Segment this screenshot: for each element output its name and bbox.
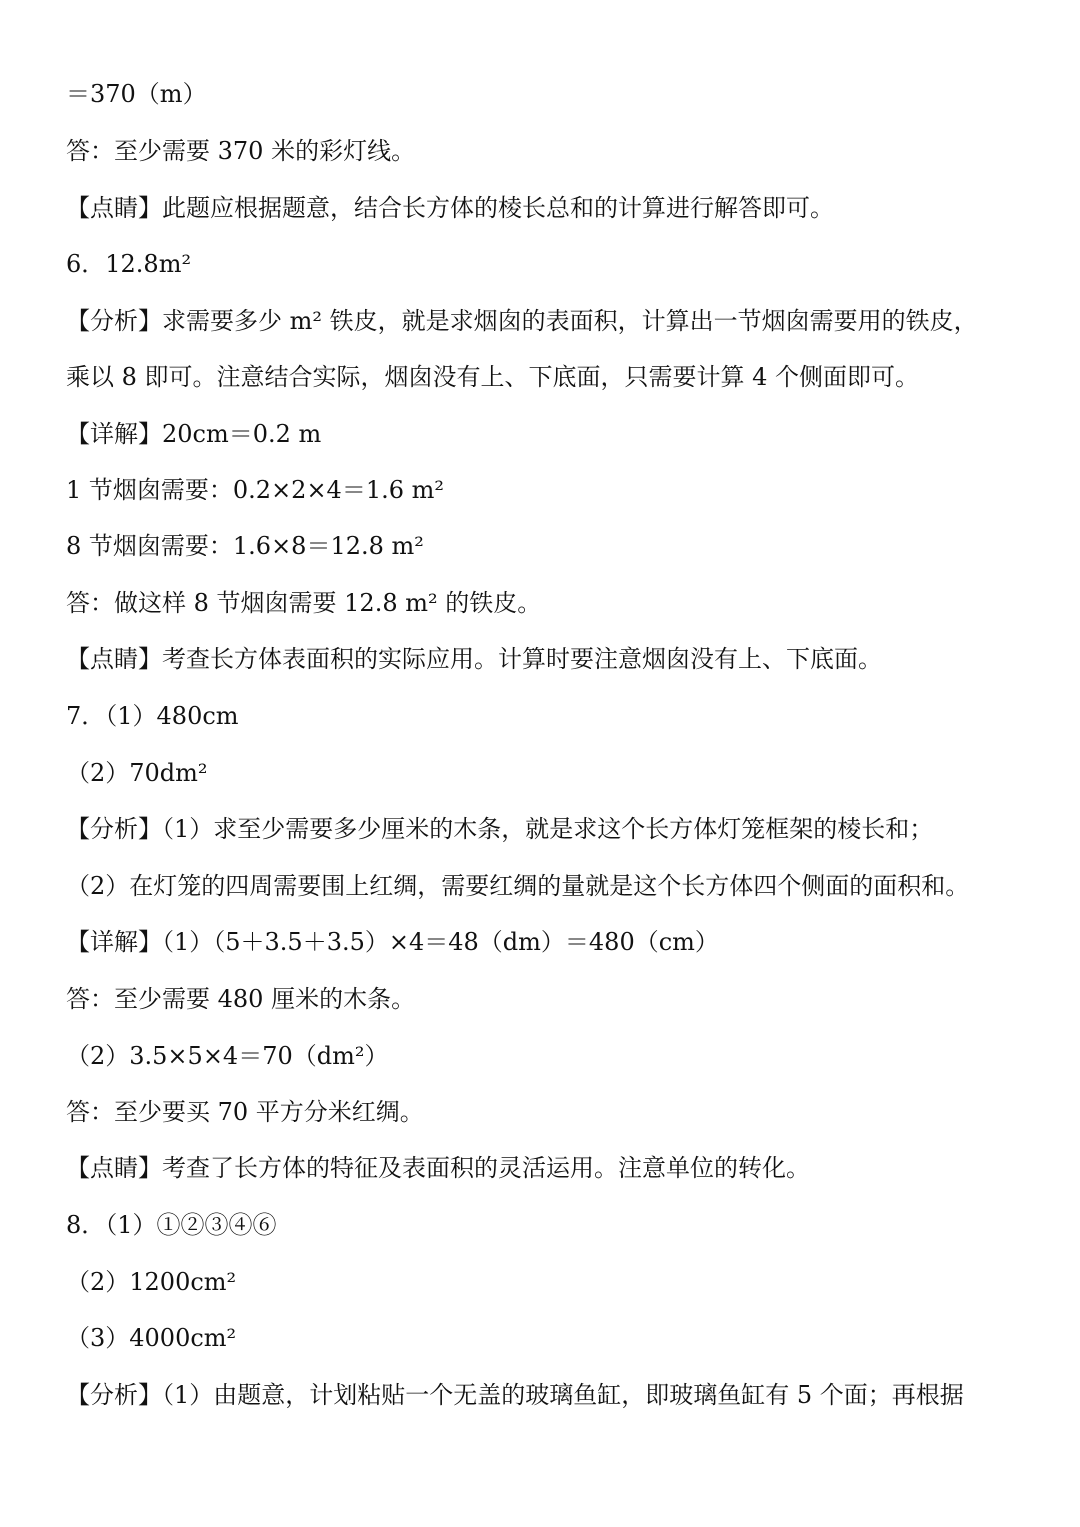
text-line: （2）在灯笼的四周需要围上红绸，需要红绸的量就是这个长方体四个侧面的面积和。 bbox=[66, 872, 970, 900]
text-line: 答：做这样 8 节烟囱需要 12.8 m² 的铁皮。 bbox=[66, 589, 542, 617]
text-line: 1 节烟囱需要：0.2×2×4＝1.6 m² bbox=[66, 476, 444, 504]
text-line: 乘以 8 即可。注意结合实际，烟囱没有上、下底面，只需要计算 4 个侧面即可。 bbox=[66, 363, 920, 391]
text-line: （2）1200cm² bbox=[66, 1268, 237, 1296]
text-line: 【分析】（1）求至少需要多少厘米的木条，就是求这个长方体灯笼框架的棱长和； bbox=[66, 815, 934, 843]
text-line: 答：至少要买 70 平方分米红绸。 bbox=[66, 1098, 424, 1126]
text-line: （2）70dm² bbox=[66, 759, 208, 787]
text-line: 【分析】求需要多少 m² 铁皮，就是求烟囱的表面积，计算出一节烟囱需要用的铁皮， bbox=[66, 307, 978, 335]
text-line: 【详解】（1）（5＋3.5＋3.5）×4＝48（dm）＝480（cm） bbox=[66, 928, 719, 956]
text-line: 8．（1）①②③④⑥ bbox=[66, 1211, 277, 1239]
text-line: 【点睛】此题应根据题意，结合长方体的棱长总和的计算进行解答即可。 bbox=[66, 194, 834, 222]
text-line: 8 节烟囱需要：1.6×8＝12.8 m² bbox=[66, 532, 424, 560]
text-line: 6．12.8m² bbox=[66, 250, 192, 278]
text-line: 答：至少需要 370 米的彩灯线。 bbox=[66, 137, 416, 165]
text-line: （3）4000cm² bbox=[66, 1324, 237, 1352]
text-line: 【点睛】考查了长方体的特征及表面积的灵活运用。注意单位的转化。 bbox=[66, 1154, 810, 1182]
text-line: 7．（1）480cm bbox=[66, 702, 239, 730]
text-line: （2）3.5×5×4＝70（dm²） bbox=[66, 1042, 389, 1070]
text-line: 答：至少需要 480 厘米的木条。 bbox=[66, 985, 416, 1013]
text-line: ＝370（m） bbox=[66, 80, 207, 108]
text-line: 【详解】20cm＝0.2 m bbox=[66, 420, 322, 448]
text-line: 【分析】（1）由题意，计划粘贴一个无盖的玻璃鱼缸，即玻璃鱼缸有 5 个面；再根据 bbox=[66, 1381, 964, 1409]
text-line: 【点睛】考查长方体表面积的实际应用。计算时要注意烟囱没有上、下底面。 bbox=[66, 645, 882, 673]
